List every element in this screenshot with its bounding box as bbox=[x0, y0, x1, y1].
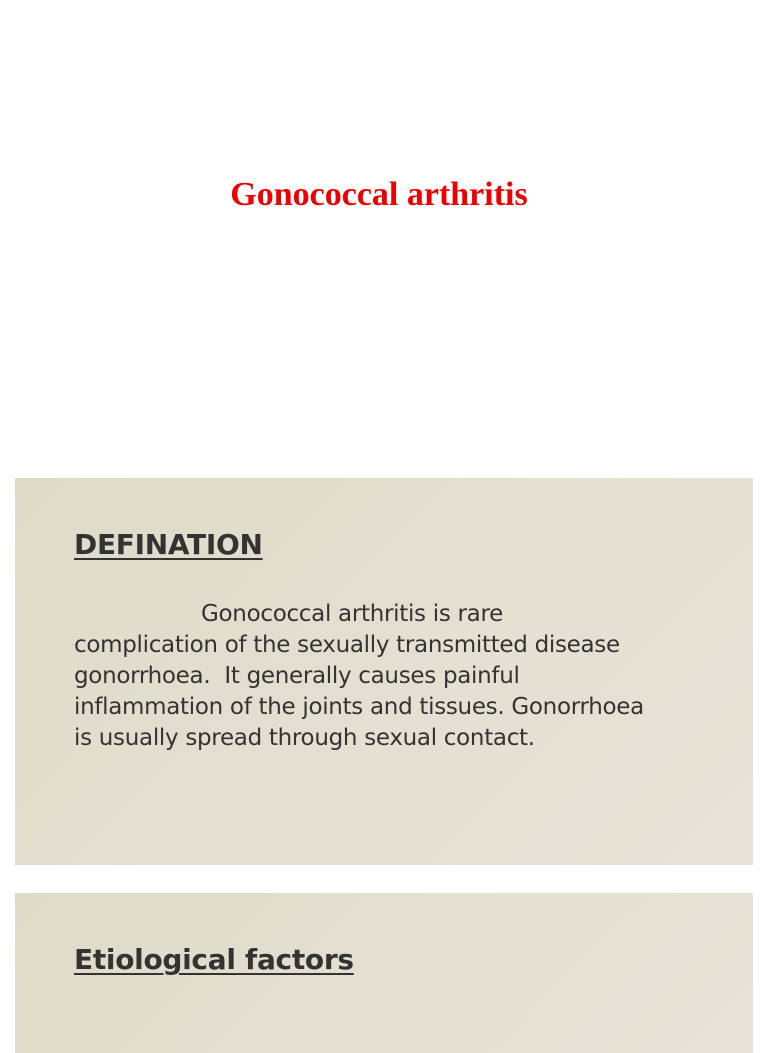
body-line-text: Gonococcal arthritis is rare bbox=[201, 601, 503, 627]
page-title: Gonococcal arthritis bbox=[230, 176, 528, 213]
slide-etiological-factors bbox=[15, 893, 753, 1053]
body-line: is usually spread through sexual contact. bbox=[74, 725, 535, 751]
body-line: complication of the sexually transmitted disease bbox=[74, 632, 620, 658]
body-line: inflammation of the joints and tissues. Gonorrhoea bbox=[74, 694, 644, 720]
body-line bbox=[74, 599, 714, 630]
slide-definition bbox=[15, 478, 753, 865]
slide-heading-etiological-factors: Etiological factors bbox=[74, 943, 354, 976]
slide-heading-definition: DEFINATION bbox=[74, 528, 263, 561]
slide-body-definition bbox=[74, 599, 714, 754]
body-line: gonorrhoea. It generally causes painful bbox=[74, 663, 520, 689]
